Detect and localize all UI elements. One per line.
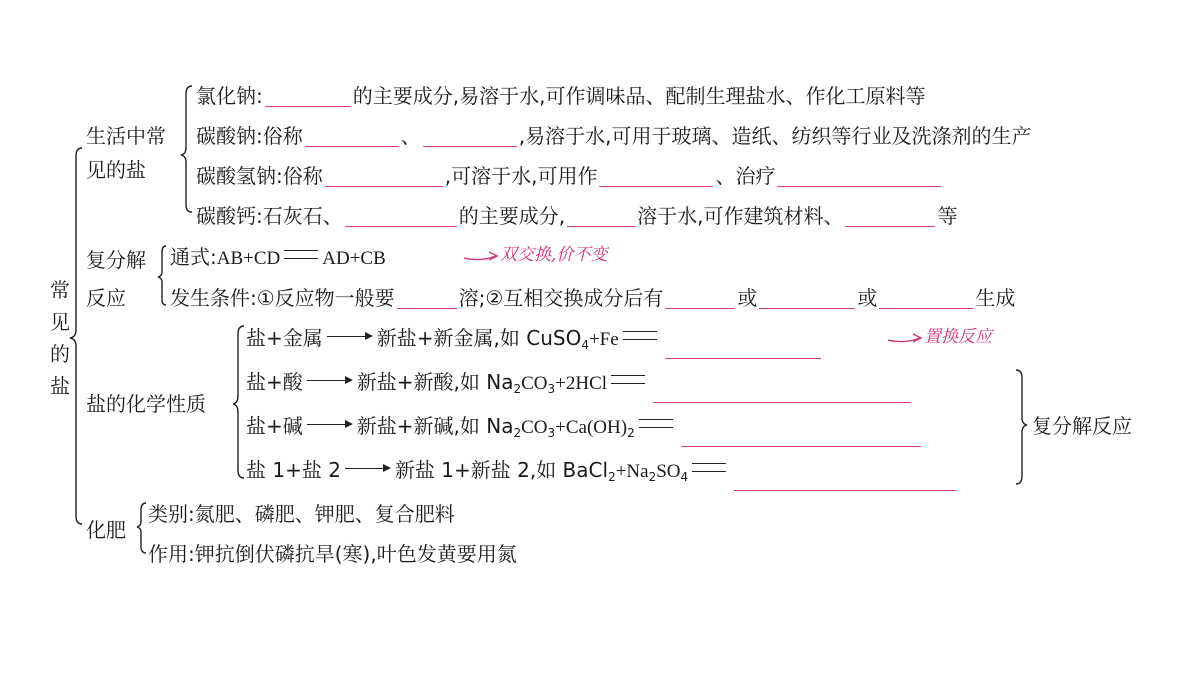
salt-salt-row: 盐 1+盐 2 新盐 1+新盐 2,如 $BaCl_2+Na_2SO_4$ xyxy=(246,458,958,491)
answer-blank[interactable] xyxy=(759,290,855,309)
life-salts-brace xyxy=(181,86,192,212)
answer-blank[interactable] xyxy=(265,88,351,107)
answer-blank[interactable] xyxy=(777,168,941,187)
note-arrow-1 xyxy=(464,252,497,260)
note-arrow-2 xyxy=(888,334,921,342)
answer-blank[interactable] xyxy=(734,472,956,491)
life-salts-label-1: 生活中常 xyxy=(86,124,166,148)
arrow-icon xyxy=(327,332,373,342)
fertilizer-label: 化肥 xyxy=(86,518,126,542)
salt-metal-row: 盐+金属 新盐+新金属,如 CuSO$_4$+Fe xyxy=(246,326,823,359)
caco3-row: 碳酸钙:石灰石、 的主要成分, 溶于水,可作建筑材料、 等 xyxy=(196,204,958,228)
salt-base-row: 盐+碱 新盐+新碱,如 $Na_2CO_3+Ca(OH)_2$ xyxy=(246,414,923,447)
right-brace xyxy=(1016,370,1027,484)
main-brace xyxy=(70,148,82,524)
condition-row: 发生条件:①反应物一般要 溶;②互相交换成分后有 或 或 生成 xyxy=(170,286,1016,310)
fertilizer-types: 类别:氮肥、磷肥、钾肥、复合肥料 xyxy=(148,502,455,526)
arrow-icon xyxy=(307,420,353,430)
double-exchange-note: 双交换,价不变 xyxy=(500,245,608,265)
equals-sign xyxy=(611,375,645,384)
equals-sign xyxy=(692,463,726,472)
answer-blank[interactable] xyxy=(423,128,517,147)
answer-blank[interactable] xyxy=(681,428,921,447)
arrow-icon xyxy=(307,376,353,386)
double-decomp-label-1: 复分解 xyxy=(86,248,146,272)
fertilizer-brace xyxy=(137,503,146,553)
salt-chemistry-label: 盐的化学性质 xyxy=(86,392,206,416)
answer-blank[interactable] xyxy=(345,208,457,227)
double-decomp-label-2: 反应 xyxy=(86,286,126,310)
answer-blank[interactable] xyxy=(665,290,735,309)
salt-acid-row: 盐+酸 新盐+新酸,如 $Na_2CO_3+2HCl$ xyxy=(246,370,913,403)
nacl-row: 氯化钠: 的主要成分,易溶于水,可作调味品、配制生理盐水、作化工原料等 xyxy=(196,84,926,108)
chemistry-brace xyxy=(233,326,244,478)
displacement-note: 置换反应 xyxy=(924,327,992,347)
double-decomp-brace xyxy=(158,246,166,305)
nahco3-row: 碳酸氢钠:俗称 ,可溶于水,可用作 、治疗 xyxy=(196,164,943,188)
answer-blank[interactable] xyxy=(653,384,911,403)
equals-sign xyxy=(623,331,657,340)
answer-blank[interactable] xyxy=(397,290,457,309)
general-formula-row: 通式:AB+CD AD+CB xyxy=(170,245,386,269)
arrow-icon xyxy=(345,464,391,474)
fertilizer-usage: 作用:钾抗倒伏磷抗旱(寒),叶色发黄要用氮 xyxy=(148,542,517,566)
equals-sign xyxy=(284,250,318,259)
double-decomp-group-label: 复分解反应 xyxy=(1032,414,1132,438)
answer-blank[interactable] xyxy=(305,128,399,147)
answer-blank[interactable] xyxy=(879,290,973,309)
answer-blank[interactable] xyxy=(567,208,635,227)
equals-sign xyxy=(639,419,673,428)
na2co3-row: 碳酸钠:俗称 、 ,易溶于水,可用于玻璃、造纸、纺织等行业及洗涤剂的生产 xyxy=(196,124,1032,148)
answer-blank[interactable] xyxy=(325,168,443,187)
answer-blank[interactable] xyxy=(665,340,821,359)
answer-blank[interactable] xyxy=(845,208,935,227)
answer-blank[interactable] xyxy=(599,168,713,187)
life-salts-label-2: 见的盐 xyxy=(86,158,146,182)
